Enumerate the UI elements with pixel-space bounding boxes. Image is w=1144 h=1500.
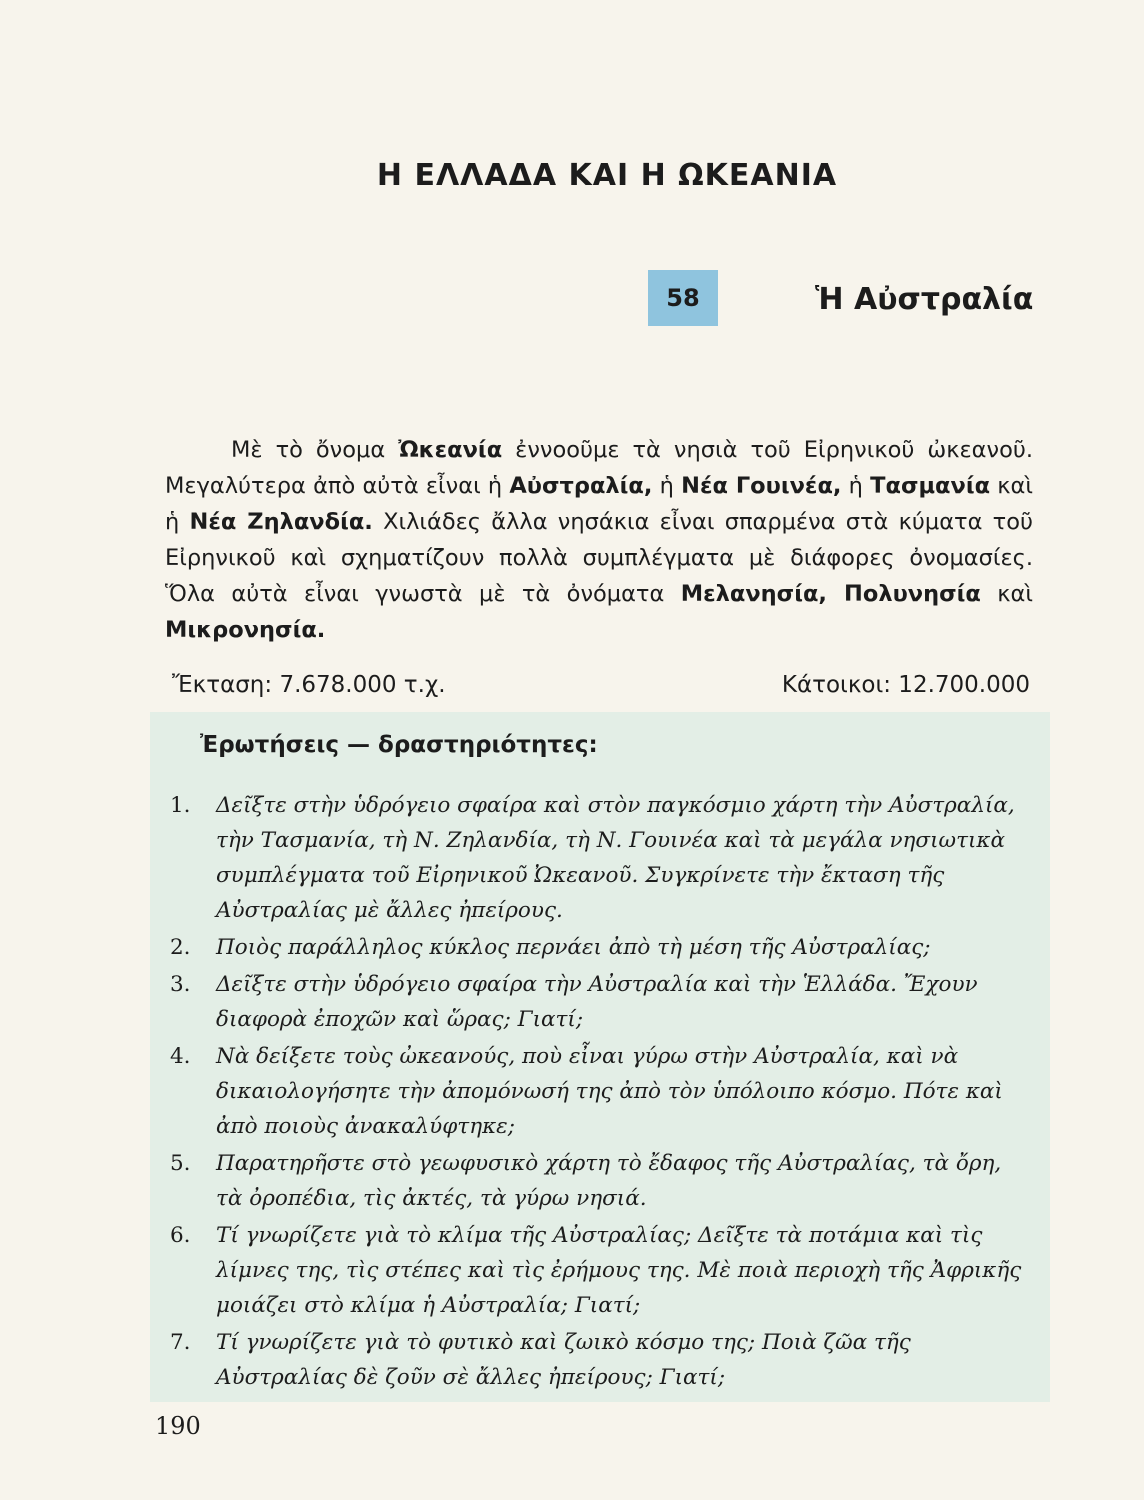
lesson-title: Ἡ Αὐστραλία [815, 282, 1034, 317]
question-text: Νὰ δείξετε τοὺς ὠκεανούς, ποὺ εἶναι γύρω στὴν Αὐστραλία, καὶ νὰ δικαιολογήσητε τὴν ἀπομόνωσή της ἀπὸ τὸν ὑπόλοιπο κόσμο. Πότε καὶ ἀπὸ ποιοὺς ἀνακαλύφτηκε; [216, 1044, 1003, 1139]
question-number: 4. [170, 1044, 191, 1069]
area-stat: Ἔκταση: 7.678.000 τ.χ. [172, 672, 446, 698]
question-text: Τί γνωρίζετε γιὰ τὸ κλίμα τῆς Αὐστραλίας; Δεῖξτε τὰ ποτάμια καὶ τὶς λίμνες της, τὶς στέπες καὶ τὶς ἐρήμους της. Μὲ ποιὰ περιοχὴ τῆς Ἀφρικῆς μοιάζει στὸ κλίμα ἡ Αὐστραλία; Γιατί; [216, 1223, 1022, 1318]
intro-text-run: καὶ [980, 581, 1033, 607]
question-number: 5. [170, 1151, 191, 1176]
question-text: Δεῖξτε στὴν ὑδρόγειο σφαίρα καὶ στὸν παγκόσμιο χάρτη τὴν Αὐστραλία, τὴν Τασμανία, τὴ Ν. Ζηλανδία, τὴ Ν. Γουινέα καὶ τὰ μεγάλα νησιωτικὰ συμπλέγματα τοῦ Εἰρηνικοῦ Ὠκεανοῦ. Συγκρίνετε τὴν ἔκταση τῆς Αὐστραλίας μὲ ἄλλες ἠπείρους. [216, 793, 1015, 923]
intro-text-run: ἐννοοῦμε τὰ νησιὰ τοῦ Εἰρηνικοῦ ὠκεανοῦ. Μεγαλύτερα ἀπὸ αὐτὰ εἶναι ἡ [165, 437, 1034, 499]
intro-text-run: ἡ [652, 473, 682, 499]
question-item [170, 967, 1034, 1037]
question-text: Παρατηρῆστε στὸ γεωφυσικὸ χάρτη τὸ ἔδαφος τῆς Αὐστραλίας, τὰ ὄρη, τὰ ὀροπέδια, τὶς ἀκτές, τὰ γύρω νησιά. [216, 1151, 1002, 1211]
question-number: 3. [170, 972, 191, 997]
question-number: 6. [170, 1223, 191, 1248]
question-item [170, 788, 1034, 928]
intro-bold-term: Ὠκεανία [398, 437, 503, 463]
question-list [170, 788, 1034, 1397]
intro-text-run: ἡ [841, 473, 871, 499]
question-item [170, 1218, 1034, 1323]
intro-bold-term: Τασμανία [870, 473, 991, 499]
lesson-number-badge: 58 [648, 270, 718, 326]
intro-text-run: καὶ ἡ [165, 473, 1033, 535]
question-item [170, 1325, 1034, 1395]
question-text: Ποιὸς παράλληλος κύκλος περνάει ἀπὸ τὴ μέση τῆς Αὐστραλίας; [216, 935, 931, 960]
page-number: 190 [155, 1412, 201, 1440]
question-number: 2. [170, 935, 191, 960]
question-text: Τί γνωρίζετε γιὰ τὸ φυτικὸ καὶ ζωικὸ κόσμο της; Ποιὰ ζῶα τῆς Αὐστραλίας δὲ ζοῦν σὲ ἄλλες ἠπείρους; Γιατί; [216, 1330, 911, 1390]
intro-bold-term: Νέα Γουινέα, [681, 473, 842, 499]
question-number: 7. [170, 1330, 191, 1355]
intro-text-run: Χιλιάδες ἄλλα νησάκια εἶναι σπαρμένα στὰ κύματα τοῦ Εἰρηνικοῦ καὶ σχηματίζουν πολλὰ συμπλέγματα μὲ διάφορες ὀνομασίες. Ὅλα αὐτὰ εἶναι γνωστὰ μὲ τὰ ὀνόματα [165, 509, 1033, 607]
intro-text-run: Μὲ τὸ ὄνομα [231, 437, 399, 463]
intro-paragraph [165, 432, 1033, 648]
chapter-title: Η ΕΛΛΑΔΑ ΚΑΙ Η ΩΚΕΑΝΙΑ [376, 158, 838, 194]
question-item [170, 1146, 1034, 1216]
question-item [170, 1039, 1034, 1144]
population-stat: Κάτοικοι: 12.700.000 [781, 672, 1030, 698]
stats-row [160, 672, 1030, 712]
question-number: 1. [170, 793, 191, 818]
intro-bold-term: Νέα Ζηλανδία. [189, 509, 373, 535]
intro-bold-term: Αὐστραλία, [509, 473, 653, 499]
question-text: Δεῖξτε στὴν ὑδρόγειο σφαίρα τὴν Αὐστραλία καὶ τὴν Ἑλλάδα. Ἔχουν διαφορὰ ἐποχῶν καὶ ὥρας; Γιατί; [216, 972, 978, 1032]
intro-bold-term: Μελανησία, Πολυνησία [680, 581, 981, 607]
question-item [170, 930, 1034, 965]
intro-bold-term: Μικρονησία. [165, 617, 326, 643]
questions-heading: Ἐρωτήσεις — δραστηριότητες: [200, 732, 598, 758]
